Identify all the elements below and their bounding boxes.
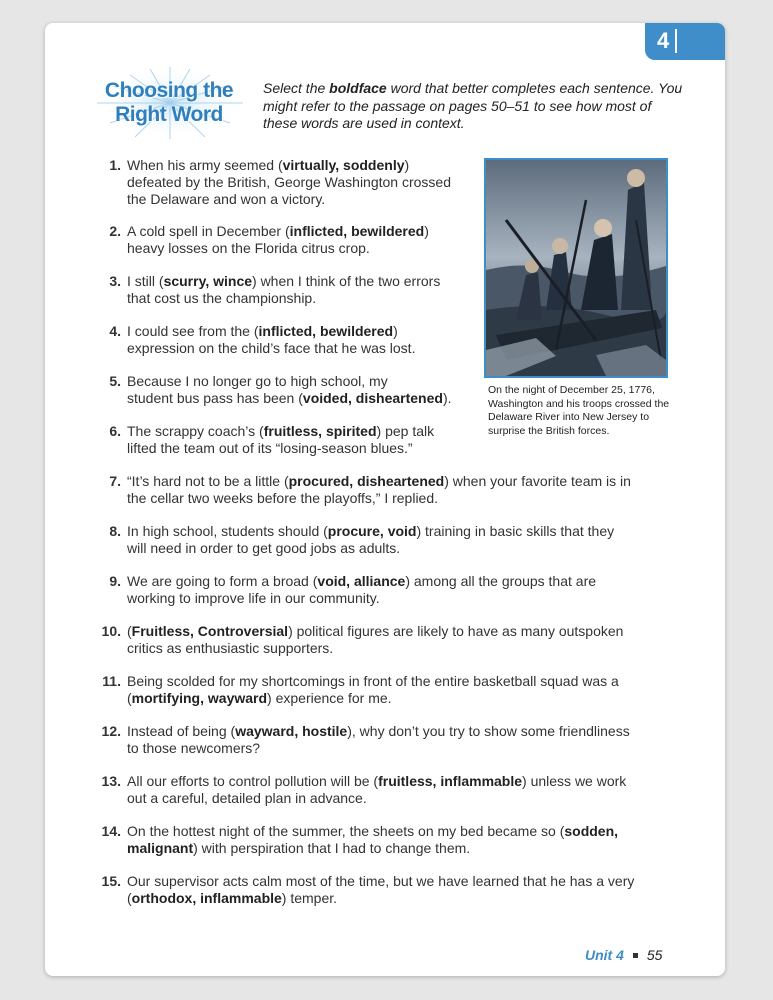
sentence-text: When his army seemed ( [127, 157, 283, 173]
washington-crossing-image [484, 158, 668, 378]
answer-choices[interactable]: procure, void [327, 523, 417, 539]
exercise-sentence [127, 573, 687, 607]
sentence-text: ). [442, 390, 452, 406]
sentence-text: Because I no longer go to high school, my [127, 373, 388, 389]
sentence-line [127, 690, 687, 707]
sentence-text: In high school, students should ( [127, 523, 328, 539]
sentence-line [127, 174, 482, 191]
bullet-square-icon [633, 953, 638, 958]
sentence-text: the Delaware and won a victory. [127, 191, 326, 207]
sentence-text: ) training in basic skills that they [416, 523, 615, 539]
instructions-post: word that better completes each sentence. You might refer to the passage on pages 50–51 to see how most of these words are used in context. [263, 80, 683, 131]
sentence-text: out a careful, detailed plan in advance. [127, 790, 367, 806]
sentence-text: Our supervisor acts calm most of the time, but we have learned that he has a very [127, 873, 635, 889]
sentence-text: ) [393, 323, 398, 339]
sentence-line [127, 773, 687, 790]
exercise-number: 10. [101, 623, 121, 639]
sentence-text: ( [127, 623, 132, 639]
unit-tab-divider [675, 29, 677, 53]
answer-choices[interactable]: virtually, soddenly [282, 157, 405, 173]
sentence-line [127, 323, 482, 340]
sentence-line [127, 790, 687, 807]
sentence-text: ) political figures are likely to have as many outspoken [288, 623, 624, 639]
exercise-number: 7. [109, 473, 121, 489]
workbook-page [45, 23, 725, 976]
sentence-text: ) with perspiration that I had to change them. [193, 840, 471, 856]
answer-choices[interactable]: wayward, hostile [235, 723, 348, 739]
sentence-text: will need in order to get good jobs as adults. [127, 540, 401, 556]
exercise-number: 11. [102, 673, 121, 689]
answer-choices[interactable]: fruitless, spirited [263, 423, 377, 439]
sentence-text: ) pep talk [376, 423, 435, 439]
footer-unit: Unit 4 [585, 947, 624, 963]
exercise-sentence [127, 157, 482, 208]
answer-choices[interactable]: fruitless, inflammable [378, 773, 523, 789]
sentence-line [127, 373, 482, 390]
answer-choices[interactable]: void, alliance [317, 573, 406, 589]
sentence-text: ( [127, 890, 132, 906]
answer-choices[interactable]: scurry, wince [163, 273, 253, 289]
exercise-sentence [127, 373, 482, 407]
answer-choices[interactable]: mortifying, wayward [131, 690, 268, 706]
instructions-pre: Select the [263, 80, 330, 96]
page-footer [585, 947, 662, 963]
exercise-number: 15. [101, 873, 121, 889]
section-heading [95, 67, 245, 139]
sentence-text: I could see from the ( [127, 323, 259, 339]
sentence-text: ) among all the groups that are [405, 573, 597, 589]
exercise-sentence [127, 723, 687, 757]
exercise-number: 5. [109, 373, 121, 389]
unit-tab [645, 23, 725, 60]
exercise-number: 1. [109, 157, 121, 173]
sentence-line [127, 490, 687, 507]
answer-choices[interactable]: procured, disheartened [288, 473, 445, 489]
sentence-text: heavy losses on the Florida citrus crop. [127, 240, 370, 256]
sentence-line [127, 623, 687, 640]
heading-title [95, 79, 243, 127]
sentence-line [127, 340, 482, 357]
sentence-line [127, 540, 687, 557]
sentence-text: the cellar two weeks before the playoffs,” I replied. [127, 490, 439, 506]
sentence-text: “It’s hard not to be a little ( [127, 473, 289, 489]
exercise-number: 6. [109, 423, 121, 439]
sentence-line [127, 290, 482, 307]
sentence-text: expression on the child’s face that he was lost. [127, 340, 416, 356]
sentence-text: ) unless we work [522, 773, 627, 789]
sentence-line [127, 273, 482, 290]
sentence-line [127, 640, 687, 657]
sentence-line [127, 423, 482, 440]
sentence-text: lifted the team out of its “losing-season blues.” [127, 440, 413, 456]
sentence-text: that cost us the championship. [127, 290, 317, 306]
sentence-text: I still ( [127, 273, 164, 289]
exercise-number: 2. [109, 223, 121, 239]
exercise-sentence [127, 523, 687, 557]
heading-line-1: Choosing the [104, 79, 234, 102]
answer-choices[interactable]: sodden, [564, 823, 619, 839]
exercise-number: 9. [109, 573, 121, 589]
sentence-line [127, 873, 687, 890]
sentence-text: ) when your favorite team is in [444, 473, 631, 489]
sentence-text: to those newcomers? [127, 740, 261, 756]
sentence-line [127, 191, 482, 208]
sentence-text: The scrappy coach’s ( [127, 423, 264, 439]
exercise-sentence [127, 823, 687, 857]
sentence-text: Being scolded for my shortcomings in front of the entire basketball squad was a [127, 673, 619, 689]
exercise-sentence [127, 673, 687, 707]
sentence-line [127, 590, 687, 607]
sentence-line [127, 673, 687, 690]
answer-choices[interactable]: malignant [127, 840, 194, 856]
sentence-line [127, 740, 687, 757]
exercise-number: 12. [101, 723, 121, 739]
exercise-number: 4. [109, 323, 121, 339]
exercise-sentence [127, 473, 687, 507]
sentence-text: On the hottest night of the summer, the sheets on my bed became so ( [127, 823, 565, 839]
exercise-number: 3. [109, 273, 121, 289]
sentence-line [127, 390, 482, 407]
sentence-line [127, 240, 482, 257]
exercise-number: 8. [109, 523, 121, 539]
instructions-bold: boldface [329, 80, 387, 96]
exercise-number: 13. [101, 773, 121, 789]
exercise-sentence [127, 273, 482, 307]
exercise-sentence [127, 323, 482, 357]
answer-choices[interactable]: inflicted, bewildered [258, 323, 394, 339]
exercise-sentence [127, 623, 687, 657]
sentence-line [127, 157, 482, 174]
sentence-text: working to improve life in our community. [127, 590, 380, 606]
photo-caption: On the night of December 25, 1776, Washington and his troops crossed the Delaware River into New Jersey to surprise the British forces. [488, 384, 670, 437]
sentence-line [127, 840, 687, 857]
sentence-text: ) [404, 157, 410, 173]
unit-tab-number: 4 [657, 28, 670, 53]
sentence-line [127, 723, 687, 740]
sentence-line [127, 823, 687, 840]
answer-choices[interactable]: Fruitless, Controversial [131, 623, 289, 639]
sentence-text: ) experience for me. [267, 690, 392, 706]
sentence-text: critics as enthusiastic supporters. [127, 640, 334, 656]
sentence-text: ) when I think of the two errors [252, 273, 441, 289]
sentence-text: A cold spell in December ( [127, 223, 290, 239]
sentence-line [127, 890, 687, 907]
exercise-number: 14. [101, 823, 121, 839]
sentence-text: All our efforts to control pollution will be ( [127, 773, 379, 789]
exercise-sentence [127, 223, 482, 257]
sentence-line [127, 573, 687, 590]
sentence-line [127, 223, 482, 240]
exercise-sentence [127, 873, 687, 907]
exercise-sentence [127, 423, 482, 457]
sentence-text: defeated by the British, George Washington crossed [127, 174, 451, 190]
answer-choices[interactable]: inflicted, bewildered [289, 223, 425, 239]
sentence-text: student bus pass has been ( [127, 390, 303, 406]
instructions [263, 80, 683, 133]
exercise-sentence [127, 773, 687, 807]
heading-line-2: Right Word [115, 103, 223, 126]
sentence-text: Instead of being ( [127, 723, 236, 739]
answer-choices[interactable]: voided, disheartened [302, 390, 443, 406]
answer-choices[interactable]: orthodox, inflammable [131, 890, 282, 906]
page-number: 55 [646, 947, 663, 963]
sentence-line [127, 473, 687, 490]
washington-crossing-illustration [486, 160, 666, 376]
sentence-text: ) [424, 223, 429, 239]
sentence-text: ( [127, 690, 132, 706]
sentence-text: ), why don’t you try to show some friendliness [347, 723, 630, 739]
sentence-line [127, 440, 482, 457]
sentence-line [127, 523, 687, 540]
sentence-text: ) temper. [281, 890, 338, 906]
sentence-text: We are going to form a broad ( [127, 573, 318, 589]
